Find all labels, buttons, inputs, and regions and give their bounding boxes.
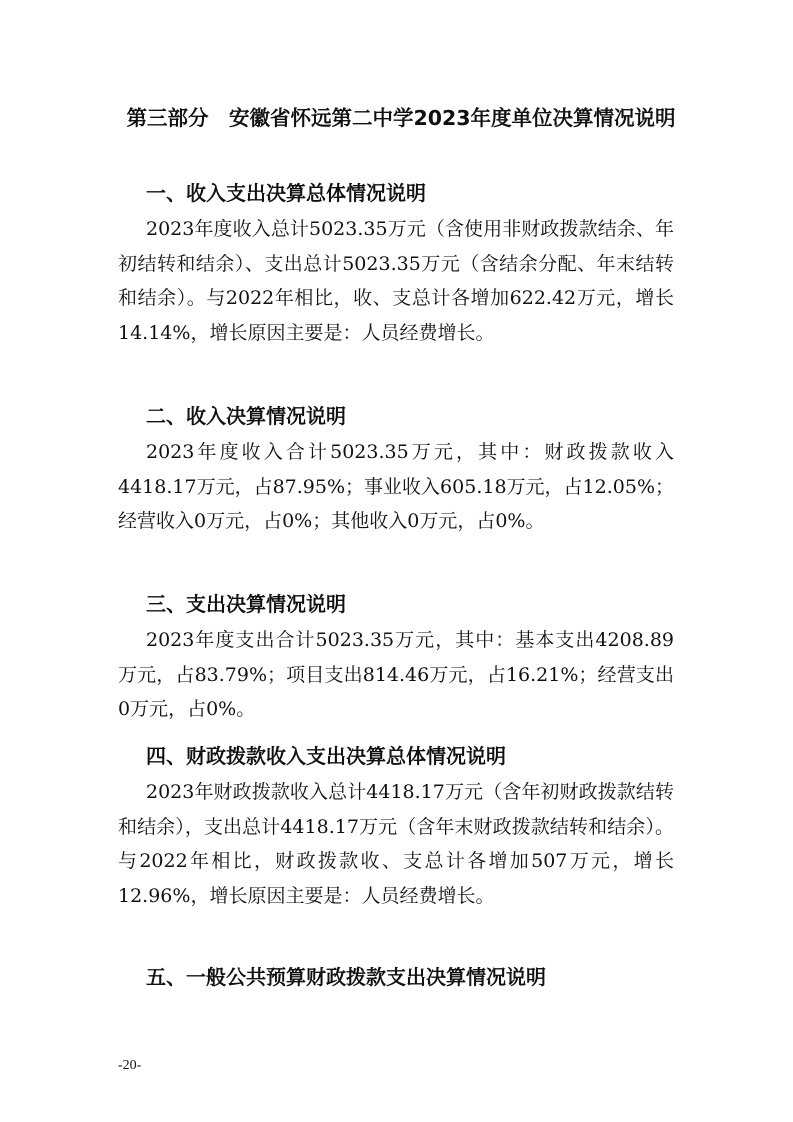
- page-title: 第三部分 安徽省怀远第二中学2023年度单位决算情况说明: [126, 106, 676, 130]
- section-paragraph-3: 2023年度支出合计5023.35万元，其中：基本支出4208.89万元，占83.79%；项目支出814.46万元，占16.21%；经营支出0万元，占0%。: [118, 629, 674, 720]
- page-number: -20-: [118, 1058, 142, 1073]
- section-paragraph-2: 2023年度收入合计5023.35万元，其中：财政拨款收入4418.17万元，占87.95%；事业收入605.18万元，占12.05%；经营收入0万元，占0%；其他收入0万元，占0%。: [118, 441, 674, 532]
- section-heading-5: 五、一般公共预算财政拨款支出决算情况说明: [146, 965, 546, 989]
- section-heading-4: 四、财政拨款收入支出决算总体情况说明: [146, 744, 506, 768]
- section-heading-3: 三、支出决算情况说明: [146, 592, 346, 616]
- section-heading-1: 一、收入支出决算总体情况说明: [146, 181, 426, 205]
- section-heading-2: 二、收入决算情况说明: [146, 404, 346, 428]
- section-paragraph-1: 2023年度收入总计5023.35万元（含使用非财政拨款结余、年初结转和结余）、支出总计5023.35万元（含结余分配、年末结转和结余）。与2022年相比，收、支总计各增加622.42万元，增长14.14%，增长原因主要是：人员经费增长。: [118, 218, 674, 344]
- section-paragraph-4: 2023年财政拨款收入总计4418.17万元（含年初财政拨款结转和结余），支出总计4418.17万元（含年末财政拨款结转和结余）。与2022年相比，财政拨款收、支总计各增加507万元，增长12.96%，增长原因主要是：人员经费增长。: [118, 781, 674, 907]
